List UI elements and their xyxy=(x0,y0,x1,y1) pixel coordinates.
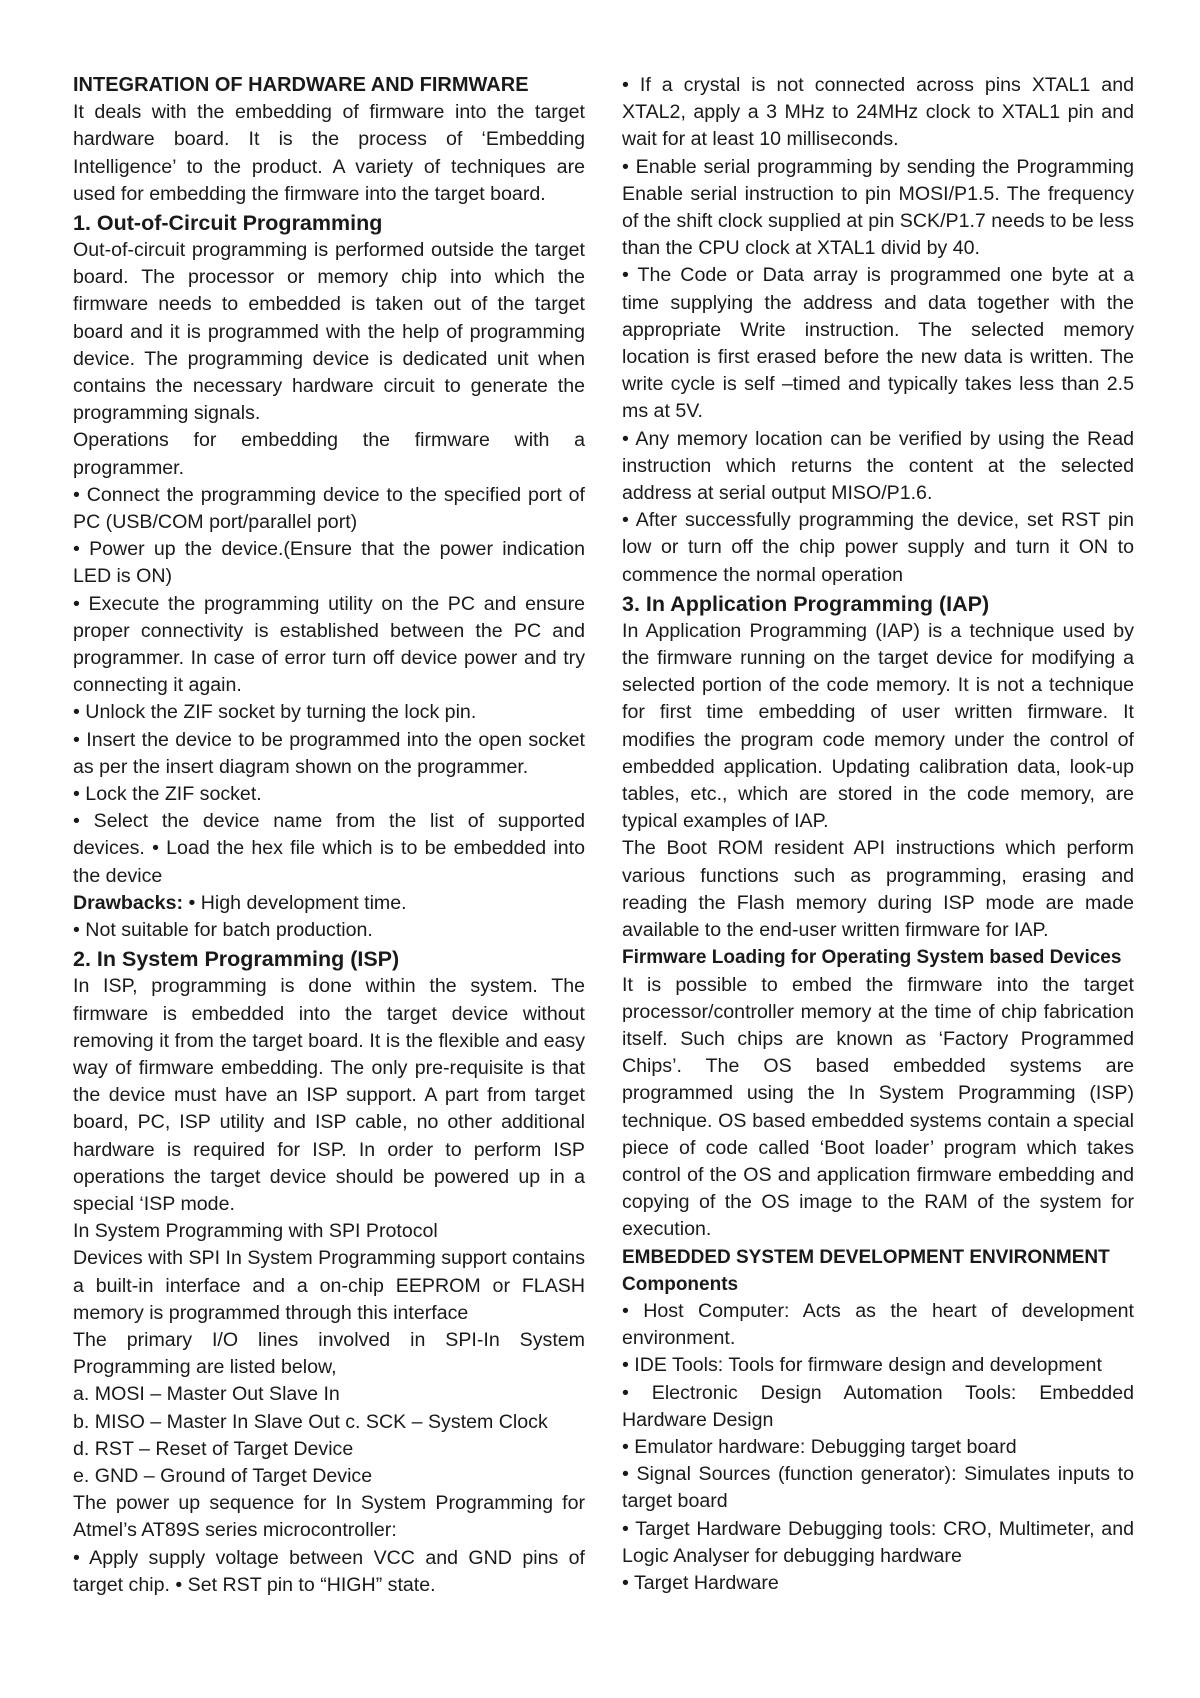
isp-line-item: d. RST – Reset of Target Device xyxy=(73,1437,354,1460)
isp-line-item: b. MISO – Master In Slave Out c. SCK – System Clock xyxy=(73,1410,548,1433)
isp-bullet: • The Code or Data array is programmed one byte at a time supplying the address and data together with the appropriate Write instruction. The selected memory location is first erased before the new data is written. The write cycle is self –timed and typically takes less than 2.5 ms at 5V. xyxy=(622,264,1134,423)
component-item: • Emulator hardware: Debugging target board xyxy=(622,1435,1017,1458)
firmware-loading-heading: Firmware Loading for Operating System based Devices xyxy=(622,947,1122,969)
drawbacks-item: • Not suitable for batch production. xyxy=(73,919,373,942)
isp-spi-subheading: In System Programming with SPI Protocol xyxy=(73,1220,438,1243)
dev-env-heading: EMBEDDED SYSTEM DEVELOPMENT ENVIRONMENT xyxy=(622,1246,1110,1268)
ooc-heading: 1. Out-of-Circuit Programming xyxy=(73,211,383,236)
component-item: • Signal Sources (function generator): Simulates inputs to target board xyxy=(622,1463,1134,1513)
ooc-bullet: • Lock the ZIF socket. xyxy=(73,783,262,806)
ooc-bullet: • Unlock the ZIF socket by turning the lock pin. xyxy=(73,701,477,724)
iap-paragraph: In Application Programming (IAP) is a technique used by the firmware running on the target device for modifying a selected portion of the code memory. It is not a technique for first time embedding of user written firmware. It modifies the program code memory under the control of embedded application. Updating calibration data, look-up tables, etc., which are stored in the code memory, are typical examples of IAP. xyxy=(622,619,1134,833)
ooc-bullet: • Select the device name from the list of supported devices. • Load the hex file which is to be embedded into the device xyxy=(73,810,585,887)
firmware-loading-paragraph: It is possible to embed the firmware into the target processor/controller memory at the time of chip fabrication itself. Such chips are known as ‘Factory Programmed Chips’. The OS based embedded systems are programmed using the In System Programming (ISP) technique. OS based embedded systems contain a special piece of code called ‘Boot loader’ program which takes control of the OS and application firmware embedding and copying of the OS image to the RAM of the system for execution. xyxy=(622,973,1134,1241)
component-item: • Target Hardware xyxy=(622,1571,779,1594)
drawbacks-item: • High development time. xyxy=(183,891,407,914)
isp-line-item: e. GND – Ground of Target Device xyxy=(73,1464,373,1487)
isp-paragraph: Devices with SPI In System Programming support contains a built-in interface and a on-chip EEPROM or FLASH memory is programmed through this interface xyxy=(73,1247,585,1324)
isp-heading: 2. In System Programming (ISP) xyxy=(73,947,400,972)
isp-bullet: • Any memory location can be verified by using the Read instruction which returns the content at the selected address at serial output MISO/P1.6. xyxy=(622,427,1134,505)
component-item: • IDE Tools: Tools for firmware design and development xyxy=(622,1354,1102,1377)
component-item: • Target Hardware Debugging tools: CRO, Multimeter, and Logic Analyser for debugging hardware xyxy=(622,1517,1134,1567)
isp-paragraph: The power up sequence for In System Programming for Atmel’s AT89S series microcontroller: xyxy=(73,1492,585,1542)
ooc-paragraph: Out-of-circuit programming is performed outside the target board. The processor or memory chip into which the firmware needs to embedded is taken out of the target board and it is programmed with the help of programming device. The programming device is dedicated unit when contains the necessary hardware circuit to generate the programming signals. xyxy=(73,239,585,425)
left-column xyxy=(73,72,585,1599)
ooc-bullet: • Insert the device to be programmed into the open socket as per the insert diagram shown on the programmer. xyxy=(73,728,585,778)
ooc-bullet: • Connect the programming device to the specified port of PC (USB/COM port/parallel port) xyxy=(73,483,585,534)
drawbacks-line xyxy=(73,890,585,917)
intro-paragraph: It deals with the embedding of firmware into the target hardware board. It is the process of ‘Embedding Intelligence’ to the product. A variety of techniques are used for embedding the firmware into the target board. xyxy=(73,101,585,205)
component-item: • Electronic Design Automation Tools: Embedded Hardware Design xyxy=(622,1381,1134,1431)
ooc-bullet: • Execute the programming utility on the PC and ensure proper connectivity is established between the PC and programmer. In case of error turn off device power and try connecting it again. xyxy=(73,592,585,697)
ooc-operations-intro: Operations for embedding the firmware with a programmer. xyxy=(73,429,585,479)
section-title: INTEGRATION OF HARDWARE AND FIRMWARE xyxy=(73,74,529,96)
isp-bullet: • If a crystal is not connected across pins XTAL1 and XTAL2, apply a 3 MHz to 24MHz clock to XTAL1 pin and wait for at least 10 milliseconds. xyxy=(622,74,1134,151)
iap-heading: 3. In Application Programming (IAP) xyxy=(622,591,990,616)
isp-bullet: • After successfully programming the device, set RST pin low or turn off the chip power supply and turn it ON to commence the normal operation xyxy=(622,509,1134,586)
component-item: • Host Computer: Acts as the heart of development environment. xyxy=(622,1299,1134,1350)
isp-line-item: a. MOSI – Master Out Slave In xyxy=(73,1383,340,1406)
isp-bullet: • Apply supply voltage between VCC and GND pins of target chip. • Set RST pin to “HIGH” state. xyxy=(73,1546,585,1596)
components-heading: Components xyxy=(622,1273,739,1295)
iap-paragraph: The Boot ROM resident API instructions which perform various functions such as programming, erasing and reading the Flash memory during ISP mode are made available to the end-user written firmware for IAP. xyxy=(622,837,1134,942)
right-column xyxy=(622,72,1134,1597)
ooc-bullet: • Power up the device.(Ensure that the power indication LED is ON) xyxy=(73,538,585,588)
isp-bullet: • Enable serial programming by sending the Programming Enable serial instruction to pin MOSI/P1.5. The frequency of the shift clock supplied at pin SCK/P1.7 needs to be less than the CPU clock at XTAL1 divid by 40. xyxy=(622,155,1134,260)
isp-paragraph: The primary I/O lines involved in SPI-In System Programming are listed below, xyxy=(73,1328,585,1379)
isp-paragraph: In ISP, programming is done within the system. The firmware is embedded into the target device without removing it from the target board. It is the flexible and easy way of firmware embedding. The only pre-requisite is that the device must have an ISP support. A part from target board, PC, ISP utility and ISP cable, no other additional hardware is required for ISP. In order to perform ISP operations the target device should be powered up in a special ‘ISP mode. xyxy=(73,975,585,1215)
drawbacks-label: Drawbacks: xyxy=(73,891,183,914)
